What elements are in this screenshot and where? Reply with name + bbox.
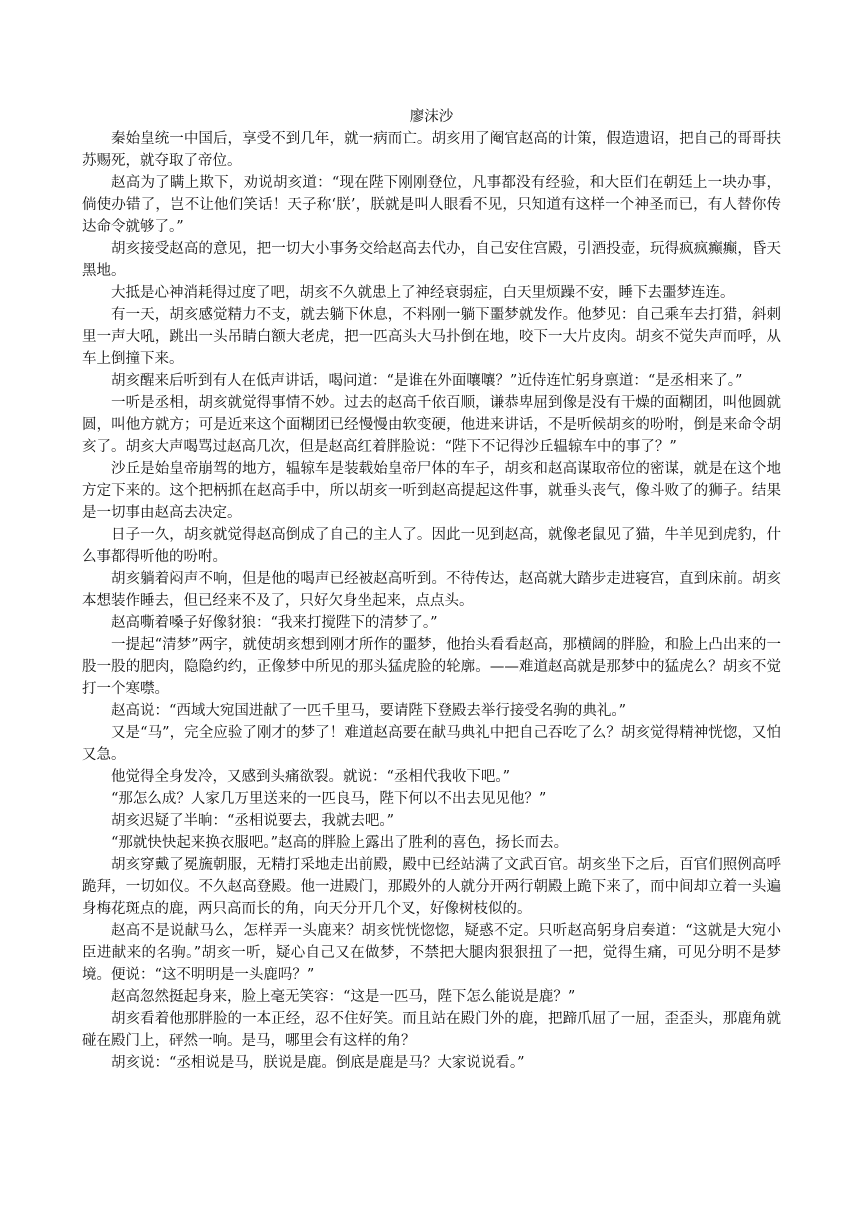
- author-title: 廖沫沙: [409, 109, 454, 125]
- paragraph: “那怎么成？人家几万里送来的一匹良马，陛下何以不出去见见他？”: [111, 791, 547, 807]
- paragraph: 赵高忽然挺起身来，脸上毫无笑容：“这是一匹马，陛下怎么能说是鹿？”: [111, 989, 576, 1005]
- paragraph: 又是“马”，完全应验了刚才的梦了！难道赵高要在献马典礼中把自己吞吃了么？胡亥觉得精神恍惚，又怕又急。: [82, 725, 781, 763]
- paragraph: 胡亥迟疑了半晌：“丞相说要去，我就去吧。”: [111, 813, 395, 829]
- paragraph: 胡亥醒来后听到有人在低声讲话，喝问道：“是谁在外面嚷嚷？”近侍连忙躬身禀道：“是丞相来了。”: [111, 373, 743, 389]
- paragraph: 胡亥说：“丞相说是马，朕说是鹿。倒底是鹿是马？大家说说看。”: [111, 1055, 525, 1071]
- paragraph: 秦始皇统一中国后，享受不到几年，就一病而亡。胡亥用了阉官赵高的计策，假造遗诏，把自己的哥哥扶苏赐死，就夺取了帝位。: [82, 131, 781, 169]
- paragraph: 赵高为了瞒上欺下，劝说胡亥道：“现在陛下刚刚登位，凡事都没有经验，和大臣们在朝廷上一块办事，倘使办错了，岂不让他们笑话！天子称‘朕’，朕就是叫人眼看不见，只知道有这样一个神圣而已，有人替你传达命令就够了。”: [82, 175, 781, 235]
- document-page: [82, 106, 781, 1074]
- paragraph: 赵高说：“西域大宛国进献了一匹千里马，要请陛下登殿去举行接受名驹的典礼。”: [111, 703, 627, 719]
- paragraph: 赵高不是说献马么，怎样弄一头鹿来？胡亥恍恍惚惚，疑惑不定。只听赵高躬身启奏道：“这就是大宛小臣进献来的名驹。”胡亥一听，疑心自己又在做梦，不禁把大腿肉狠狠扭了一把，觉得生痛，可见分明不是梦境。便说：“这不明明是一头鹿吗？”: [82, 923, 781, 983]
- paragraph: 日子一久，胡亥就觉得赵高倒成了自己的主人了。因此一见到赵高，就像老鼠见了猫，牛羊见到虎豹，什么事都得听他的吩咐。: [82, 527, 781, 565]
- paragraph: 胡亥躺着闷声不响，但是他的喝声已经被赵高听到。不待传达，赵高就大踏步走进寝宫，直到床前。胡亥本想装作睡去，但已经来不及了，只好欠身坐起来，点点头。: [82, 571, 781, 609]
- paragraph: 有一天，胡亥感觉精力不支，就去躺下休息，不料刚一躺下噩梦就发作。他梦见：自己乘车去打猎，斜刺里一声大吼，跳出一头吊睛白额大老虎，把一匹高头大马扑倒在地，咬下一大片皮肉。胡亥不觉失声而呼，从车上倒撞下来。: [82, 307, 781, 367]
- paragraph: 沙丘是始皇帝崩驾的地方，辒辌车是装载始皇帝尸体的车子，胡亥和赵高谋取帝位的密谋，就是在这个地方定下来的。这个把柄抓在赵高手中，所以胡亥一听到赵高提起这件事，就垂头丧气，像斗败了的狮子。结果是一切事由赵高去决定。: [82, 461, 781, 521]
- body-text: [82, 128, 781, 1074]
- paragraph: “那就快快起来换衣服吧。”赵高的胖脸上露出了胜利的喜色，扬长而去。: [111, 835, 569, 851]
- paragraph: 赵高嘶着嗓子好像豺狼：“我来打搅陛下的清梦了。”: [111, 615, 438, 631]
- paragraph: 胡亥接受赵高的意见，把一切大小事务交给赵高去代办，自己安住宫殿，引酒投壶，玩得疯疯癫癫，昏天黑地。: [82, 241, 781, 279]
- paragraph: 胡亥穿戴了冕旒朝服，无精打采地走出前殿，殿中已经站满了文武百官。胡亥坐下之后，百官们照例高呼跪拜，一切如仪。不久赵高登殿。他一进殿门，那殿外的人就分开两行朝殿上跪下来了，而中间却立着一头遍身梅花斑点的鹿，两只高而长的角，向天分开几个叉，好像树枝似的。: [82, 857, 781, 917]
- paragraph: 一听是丞相，胡亥就觉得事情不妙。过去的赵高千依百顺，谦恭卑屈到像是没有干燥的面糊团，叫他圆就圆，叫他方就方；可是近来这个面糊团已经慢慢由软变硬，他进来讲话，不是听候胡亥的吩咐，倒是来命令胡亥了。胡亥大声喝骂过赵高几次，但是赵高红着胖脸说：“陛下不记得沙丘辒辌车中的事了？”: [82, 395, 781, 455]
- paragraph: 胡亥看着他那胖脸的一本正经，忍不住好笑。而且站在殿门外的鹿，把蹄爪屈了一屈，歪歪头，那鹿角就碰在殿门上，砰然一响。是马，哪里会有这样的角？: [82, 1011, 781, 1049]
- paragraph: 他觉得全身发冷，又感到头痛欲裂。就说：“丞相代我收下吧。”: [111, 769, 511, 785]
- paragraph: 大抵是心神消耗得过度了吧，胡亥不久就患上了神经衰弱症，白天里烦躁不安，睡下去噩梦连连。: [111, 285, 735, 301]
- paragraph: 一提起“清梦”两字，就使胡亥想到刚才所作的噩梦，他抬头看看赵高，那横阔的胖脸，和脸上凸出来的一股一股的肥肉，隐隐约约，正像梦中所见的那头猛虎脸的轮廓。——难道赵高就是那梦中的猛虎么？胡亥不觉打一个寒噤。: [82, 637, 781, 697]
